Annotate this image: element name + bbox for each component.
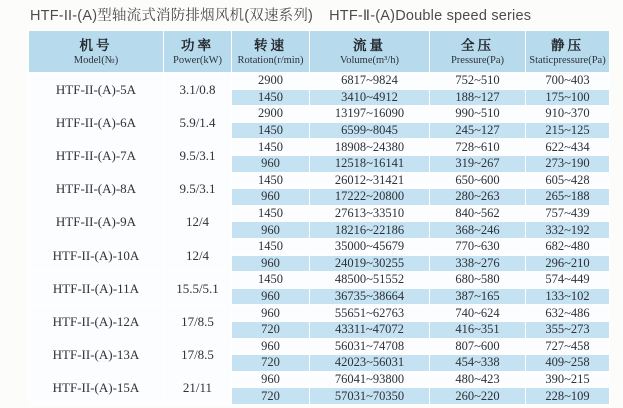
spec-row bbox=[29, 172, 610, 189]
volume-cell: 56031~74708 bbox=[310, 338, 430, 355]
volume-cell: 35000~45679 bbox=[310, 238, 430, 255]
col-header-model bbox=[29, 31, 164, 73]
volume-cell: 18216~22186 bbox=[310, 222, 430, 239]
volume-cell: 26012~31421 bbox=[310, 172, 430, 189]
rotation-cell: 2900 bbox=[232, 73, 310, 90]
rotation-cell: 960 bbox=[232, 189, 310, 206]
col-header-pressure bbox=[430, 31, 526, 73]
col-header-pressure-en: Pressure(Pa) bbox=[450, 55, 505, 66]
col-header-model-en: Model(№) bbox=[73, 55, 119, 66]
pressure-cell: 807~600 bbox=[430, 338, 526, 355]
col-header-power-zh: 功率 bbox=[181, 38, 214, 53]
volume-cell: 27613~33510 bbox=[310, 205, 430, 222]
static-pressure-cell: 622~434 bbox=[526, 139, 610, 156]
volume-cell: 3410~4912 bbox=[310, 89, 430, 106]
rotation-cell: 960 bbox=[232, 288, 310, 305]
col-header-rotation bbox=[232, 31, 310, 73]
pressure-cell: 387~165 bbox=[430, 288, 526, 305]
rotation-cell: 1450 bbox=[232, 205, 310, 222]
volume-cell: 6817~9824 bbox=[310, 73, 430, 90]
volume-cell: 48500~51552 bbox=[310, 272, 430, 289]
spec-row bbox=[29, 371, 610, 388]
static-pressure-cell: 757~439 bbox=[526, 205, 610, 222]
static-pressure-cell: 175~100 bbox=[526, 89, 610, 106]
volume-cell: 76041~93800 bbox=[310, 371, 430, 388]
col-header-model-zh: 机号 bbox=[79, 38, 113, 53]
volume-cell: 18908~24380 bbox=[310, 139, 430, 156]
static-pressure-cell: 133~102 bbox=[526, 288, 610, 305]
volume-cell: 43311~47072 bbox=[310, 321, 430, 338]
volume-cell: 55651~62763 bbox=[310, 305, 430, 322]
pressure-cell: 260~220 bbox=[430, 388, 526, 405]
static-pressure-cell: 215~125 bbox=[526, 122, 610, 139]
static-pressure-cell: 574~449 bbox=[526, 272, 610, 289]
power-cell: 15.5/5.1 bbox=[164, 272, 232, 305]
rotation-cell: 1450 bbox=[232, 139, 310, 156]
volume-cell: 13197~16090 bbox=[310, 106, 430, 123]
col-header-power bbox=[164, 31, 232, 73]
spec-row bbox=[29, 73, 610, 90]
static-pressure-cell: 390~215 bbox=[526, 371, 610, 388]
model-cell: HTF-II-(A)-13A bbox=[29, 338, 164, 371]
volume-cell: 17222~20800 bbox=[310, 189, 430, 206]
power-cell: 17/8.5 bbox=[164, 338, 232, 371]
static-pressure-cell: 355~273 bbox=[526, 321, 610, 338]
model-cell: HTF-II-(A)-8A bbox=[29, 172, 164, 205]
volume-cell: 57031~70350 bbox=[310, 388, 430, 405]
static-pressure-cell: 682~480 bbox=[526, 238, 610, 255]
header-row bbox=[29, 31, 610, 73]
power-cell: 17/8.5 bbox=[164, 305, 232, 338]
rotation-cell: 1450 bbox=[232, 238, 310, 255]
power-cell: 9.5/3.1 bbox=[164, 139, 232, 172]
static-pressure-cell: 296~210 bbox=[526, 255, 610, 272]
pressure-cell: 728~610 bbox=[430, 139, 526, 156]
rotation-cell: 960 bbox=[232, 222, 310, 239]
pressure-cell: 280~263 bbox=[430, 189, 526, 206]
power-cell: 5.9/1.4 bbox=[164, 106, 232, 139]
volume-cell: 12518~16141 bbox=[310, 155, 430, 172]
pressure-cell: 188~127 bbox=[430, 89, 526, 106]
spec-row bbox=[29, 106, 610, 123]
col-header-static-pressure-en: Staticpressure(Pa) bbox=[529, 55, 606, 66]
volume-cell: 36735~38664 bbox=[310, 288, 430, 305]
col-header-rotation-zh: 转速 bbox=[254, 38, 287, 53]
volume-cell: 42023~56031 bbox=[310, 355, 430, 372]
pressure-cell: 752~510 bbox=[430, 73, 526, 90]
power-cell: 12/4 bbox=[164, 205, 232, 238]
pressure-cell: 480~423 bbox=[430, 371, 526, 388]
page-title-en: HTF-Ⅱ-(A)Double speed series bbox=[329, 8, 532, 24]
model-cell: HTF-II-(A)-15A bbox=[29, 371, 164, 404]
static-pressure-cell: 605~428 bbox=[526, 172, 610, 189]
rotation-cell: 960 bbox=[232, 371, 310, 388]
pressure-cell: 245~127 bbox=[430, 122, 526, 139]
spec-row bbox=[29, 305, 610, 322]
page-title bbox=[30, 4, 531, 25]
rotation-cell: 2900 bbox=[232, 106, 310, 123]
fan-spec-table bbox=[28, 30, 610, 405]
rotation-cell: 720 bbox=[232, 355, 310, 372]
pressure-cell: 990~510 bbox=[430, 106, 526, 123]
col-header-volume bbox=[310, 31, 430, 73]
pressure-cell: 840~562 bbox=[430, 205, 526, 222]
model-cell: HTF-II-(A)-10A bbox=[29, 238, 164, 271]
static-pressure-cell: 910~370 bbox=[526, 106, 610, 123]
spec-row bbox=[29, 205, 610, 222]
model-cell: HTF-II-(A)-9A bbox=[29, 205, 164, 238]
col-header-power-en: Power(kW) bbox=[173, 55, 222, 66]
spec-row bbox=[29, 238, 610, 255]
pressure-cell: 454~338 bbox=[430, 355, 526, 372]
pressure-cell: 650~600 bbox=[430, 172, 526, 189]
col-header-static-pressure bbox=[526, 31, 610, 73]
spec-row bbox=[29, 338, 610, 355]
rotation-cell: 1450 bbox=[232, 122, 310, 139]
page-title-zh: HTF-II-(A)型轴流式消防排烟风机(双速系列) bbox=[30, 8, 314, 24]
pressure-cell: 770~630 bbox=[430, 238, 526, 255]
model-cell: HTF-II-(A)-6A bbox=[29, 106, 164, 139]
pressure-cell: 319~267 bbox=[430, 155, 526, 172]
model-cell: HTF-II-(A)-11A bbox=[29, 272, 164, 305]
pressure-cell: 740~624 bbox=[430, 305, 526, 322]
rotation-cell: 960 bbox=[232, 255, 310, 272]
static-pressure-cell: 332~192 bbox=[526, 222, 610, 239]
power-cell: 12/4 bbox=[164, 238, 232, 271]
col-header-volume-en: Volume(m³/h) bbox=[340, 55, 399, 66]
col-header-rotation-en: Rotation(r/min) bbox=[237, 55, 304, 66]
static-pressure-cell: 700~403 bbox=[526, 73, 610, 90]
static-pressure-cell: 228~109 bbox=[526, 388, 610, 405]
spec-row bbox=[29, 139, 610, 156]
pressure-cell: 338~276 bbox=[430, 255, 526, 272]
spec-row bbox=[29, 272, 610, 289]
volume-cell: 6599~8045 bbox=[310, 122, 430, 139]
pressure-cell: 416~351 bbox=[430, 321, 526, 338]
static-pressure-cell: 727~458 bbox=[526, 338, 610, 355]
rotation-cell: 720 bbox=[232, 321, 310, 338]
static-pressure-cell: 409~258 bbox=[526, 355, 610, 372]
rotation-cell: 720 bbox=[232, 388, 310, 405]
rotation-cell: 1450 bbox=[232, 272, 310, 289]
col-header-static-pressure-zh: 静压 bbox=[551, 38, 584, 53]
rotation-cell: 960 bbox=[232, 338, 310, 355]
static-pressure-cell: 632~486 bbox=[526, 305, 610, 322]
model-cell: HTF-II-(A)-12A bbox=[29, 305, 164, 338]
col-header-pressure-zh: 全压 bbox=[461, 38, 494, 53]
model-cell: HTF-II-(A)-7A bbox=[29, 139, 164, 172]
rotation-cell: 1450 bbox=[232, 172, 310, 189]
power-cell: 3.1/0.8 bbox=[164, 73, 232, 106]
rotation-cell: 960 bbox=[232, 155, 310, 172]
power-cell: 9.5/3.1 bbox=[164, 172, 232, 205]
static-pressure-cell: 273~190 bbox=[526, 155, 610, 172]
rotation-cell: 1450 bbox=[232, 89, 310, 106]
volume-cell: 24019~30255 bbox=[310, 255, 430, 272]
pressure-cell: 680~580 bbox=[430, 272, 526, 289]
power-cell: 21/11 bbox=[164, 371, 232, 404]
static-pressure-cell: 265~188 bbox=[526, 189, 610, 206]
model-cell: HTF-II-(A)-5A bbox=[29, 73, 164, 106]
pressure-cell: 368~246 bbox=[430, 222, 526, 239]
col-header-volume-zh: 流量 bbox=[353, 38, 386, 53]
rotation-cell: 960 bbox=[232, 305, 310, 322]
